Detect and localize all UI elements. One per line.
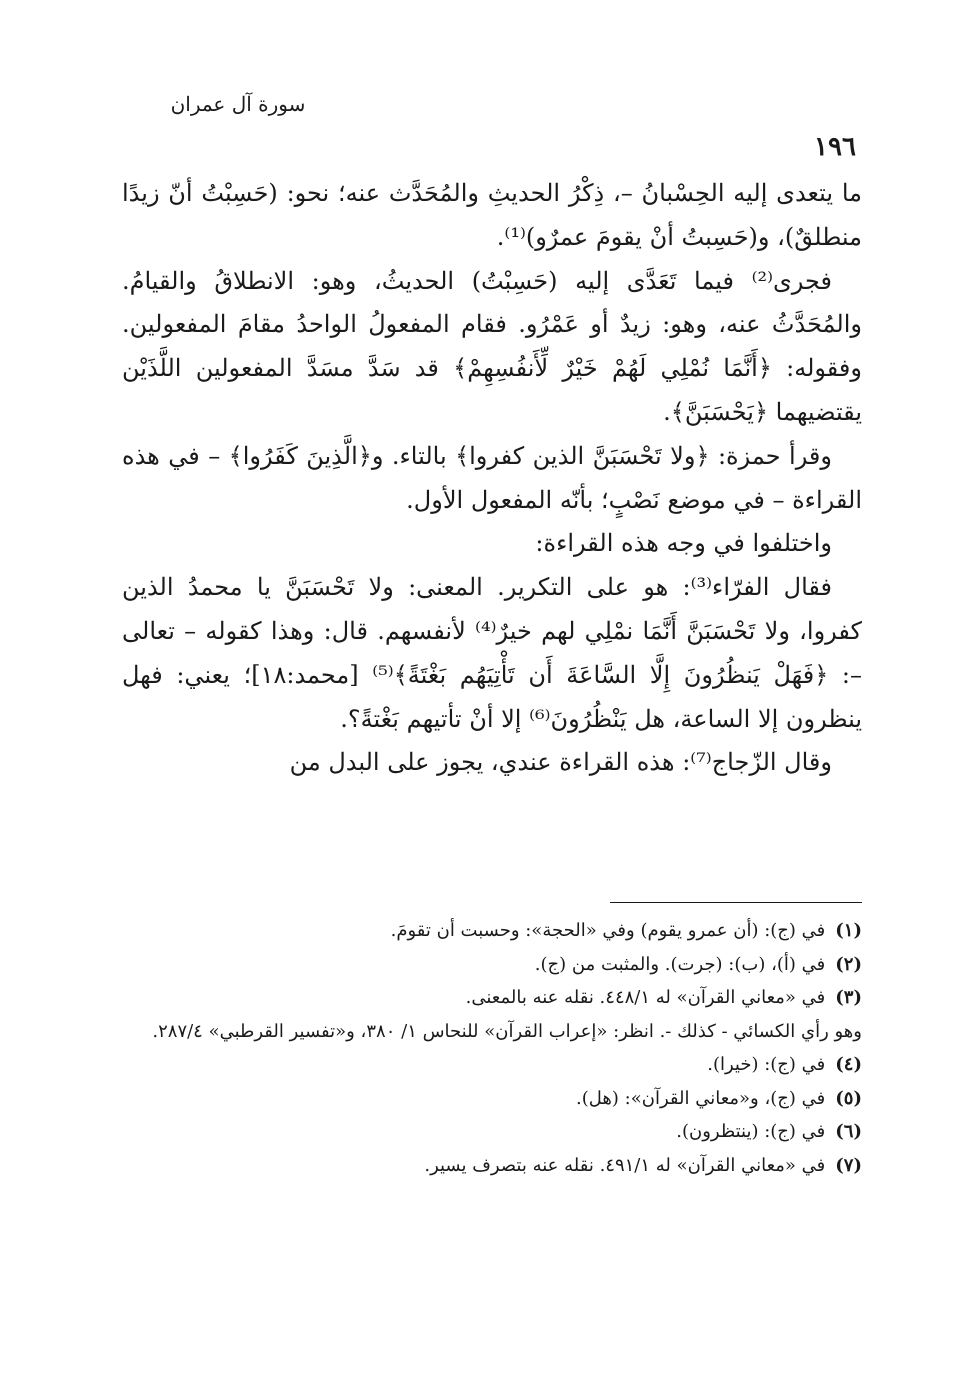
footnote-text: في «معاني القرآن» له ٤٩١/١. نقله عنه بتصرف يسير. [424, 1154, 826, 1176]
paragraph: وقرأ حمزة: ﴿ولا تَحْسَبَنَّ الذين كفروا﴾ بالتاء. و﴿الَّذِينَ كَفَرُوا﴾ – في هذه القراءة – في موضع نَصْبٍ؛ بأنّه المفعول الأول. [122, 441, 862, 514]
footnote [122, 1149, 862, 1183]
running-header-title: سورة آل عمران [170, 92, 306, 116]
footnote [122, 1048, 862, 1082]
footnote-text: في (ج): (خيرا). [707, 1054, 826, 1075]
footnote [122, 1082, 862, 1116]
footnotes [122, 914, 862, 1182]
paragraph: فجرى⁽²⁾ فيما تَعَدَّى إليه (حَسِبْتُ) الحديثُ، وهو: الانطلاقُ والقيامُ. والمُحَدَّثُ عنه، وهو: زيدٌ أو عَمْرُو. فقام المفعولُ الواحدُ مقامَ المفعولين. وفقوله: ﴿أَنَّمَا نُمْلِي لَهُمْ خَيْرٌ لِّأَنفُسِهِمْ﴾ قد سَدَّ مسَدَّ المفعولين اللَّذَيْن يقتضيهما ﴿يَحْسَبَنَّ﴾. [122, 266, 863, 426]
paragraph: وقال الزّجاج⁽⁷⁾: هذه القراءة عندي، يجوز على البدل من [289, 748, 832, 777]
page-number: ١٩٦ [814, 132, 856, 162]
paragraph: ما يتعدى إليه الحِسْبانُ –، ذِكْرُ الحديثِ والمُحَدَّث عنه؛ نحو: (حَسِبْتُ أنّ زيدًا منطلقٌ)، و(حَسِبتُ أنْ يقومَ عمرٌو)⁽¹⁾. [122, 179, 862, 251]
footnote-number: (٤) [835, 1054, 862, 1075]
paragraph: واختلفوا في وجه هذه القراءة: [535, 529, 832, 558]
footnote [122, 1115, 862, 1149]
footnote-text: في (أ)، (ب): (جرت). والمثبت من (ج). [534, 953, 826, 975]
footnote [122, 948, 862, 982]
main-text [122, 172, 862, 785]
footnote-continuation: وهو رأي الكسائي - كذلك -. انظر: «إعراب القرآن» للنحاس ١/ ٣٨٠، و«تفسير القرطبي» ٢٨٧/٤. [152, 1020, 862, 1042]
paragraph: فقال الفرّاء⁽³⁾: هو على التكرير. المعنى: ولا تَحْسَبَنَّ يا محمدُ الذين كفروا، ولا تَحْسَبَنَّ أَنَّمَا نمْلِي لهم خيرٌ⁽⁴⁾ لأنفسهم. قال: وهذا كقوله – تعالى –: ﴿فَهَلْ يَنظُرُونَ إِلَّا السَّاعَةَ أَن تَأْتِيَهُم بَغْتَةً﴾⁽⁵⁾ [محمد:١٨]؛ يعني: فهل ينظرون إلا الساعة، هل يَنْظُرُونَ⁽⁶⁾ إلا أنْ تأتيهم بَغْتةً؟. [122, 573, 863, 733]
footnote-text: في (ج): (ينتظرون). [676, 1121, 826, 1142]
footnote [122, 981, 862, 1048]
footnote-number: (١) [835, 920, 862, 941]
footnote-text: في (ج): (أن عمرو يقوم) وفي «الحجة»: وحسبت أن تقومَ. [390, 920, 826, 941]
footnote-text: في «معاني القرآن» له ٤٤٨/١. نقله عنه بالمعنى. [465, 987, 826, 1008]
footnote-number: (٧) [835, 1154, 862, 1176]
footnote-number: (٣) [835, 987, 862, 1008]
footnote-number: (٥) [835, 1087, 862, 1109]
footnote-text: في (ج)، و«معاني القرآن»: (هل). [576, 1087, 826, 1109]
footnote-number: (٦) [835, 1121, 862, 1142]
footnote-separator [610, 902, 862, 903]
footnote-number: (٢) [835, 953, 862, 975]
footnote [122, 914, 862, 948]
